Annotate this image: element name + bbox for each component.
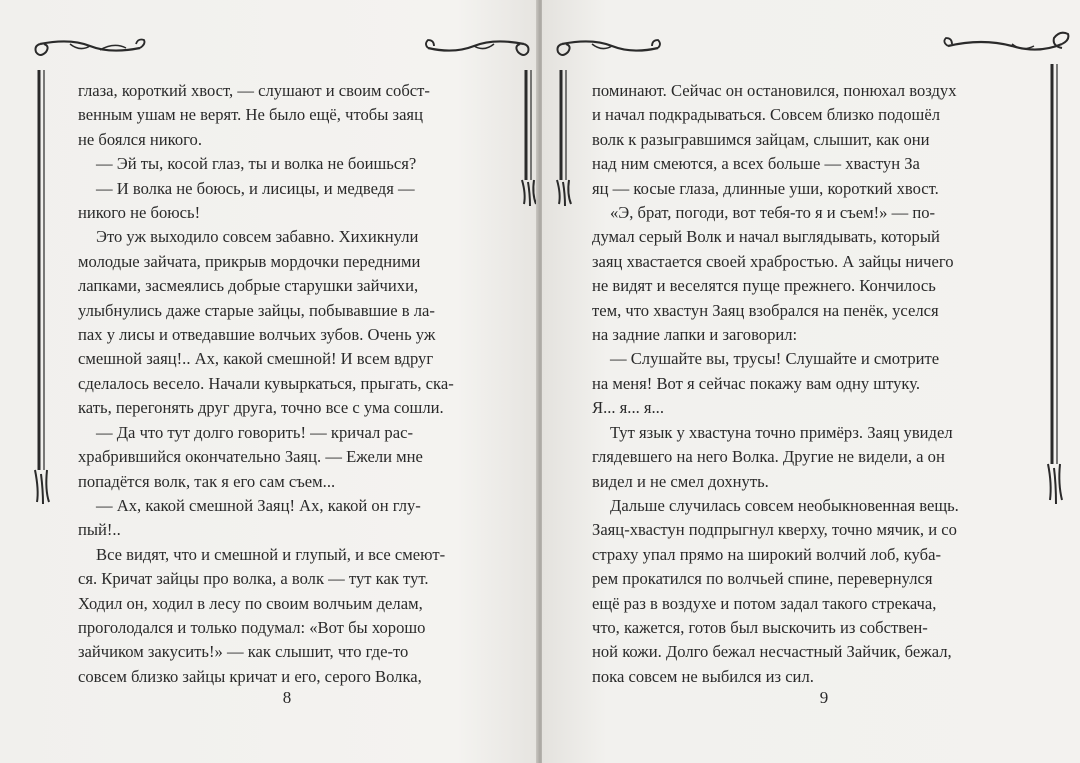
page-number-right: 9 (819, 688, 829, 707)
text-line: — Ах, какой смешной Заяц! Ах, какой он глу- (96, 495, 421, 515)
corner-ornament-top-right (424, 36, 534, 76)
left-page-text (78, 79, 500, 689)
border-line-left-vertical (555, 70, 575, 210)
text-line: поминают. Сейчас он остановился, понюхал воздух (592, 81, 957, 100)
text-line: не боялся никого. (78, 129, 202, 149)
text-line: молодые зайчата, прикрыв мордочки передними (78, 251, 421, 271)
text-line: над ним смеются, а всех больше — хвастун За (592, 154, 920, 174)
text-line: Тут язык у хвастуна точно примёрз. Заяц увидел (610, 422, 953, 442)
text-line: проголодался и только подумал: «Вот бы хорошо (78, 617, 426, 637)
text-line: никого не боюсь! (78, 203, 201, 223)
border-line-left-vertical (33, 70, 53, 510)
text-line: что, кажется, готов был выскочить из собствен- (592, 617, 928, 637)
text-line: пый!.. (78, 520, 121, 540)
text-line: и начал подкрадываться. Совсем близко подошёл (592, 105, 940, 125)
text-line: — Да что тут долго говорить! — кричал рас- (96, 422, 413, 442)
text-line: Заяц-хвастун подпрыгнул кверху, точно мячик, и со (592, 520, 957, 540)
text-line: — Эй ты, косой глаз, ты и волка не боишься? (96, 154, 417, 174)
text-line: тем, что хвастун Заяц взобрался на пенёк, уселся (592, 300, 939, 320)
text-line: зайчиком закусить!» — как слышит, что где-то (78, 642, 409, 662)
text-line: страху упал прямо на широкий волчий лоб, куба- (592, 544, 941, 564)
text-line: совсем близко зайцы кричат и его, серого Волка, (78, 666, 422, 686)
text-line: думал серый Волк и начал выглядывать, который (592, 227, 940, 247)
text-line: — Слушайте вы, трусы! Слушайте и смотрите (610, 349, 940, 369)
text-line: Все видят, что и смешной и глупый, и все смеют- (96, 544, 446, 564)
text-line: заяц хвастается своей храбростью. А зайцы ничего (592, 251, 954, 271)
text-line: не видят и веселятся пуще прежнего. Кончилось (592, 276, 936, 296)
text-line: глаза, короткий хвост, — слушают и своим собст- (78, 81, 430, 100)
text-line: ной кожи. Долго бежал несчастный Зайчик, бежал, (592, 642, 952, 662)
text-line: на задние лапки и заговорил: (592, 325, 798, 345)
text-line: попадётся волк, так я его сам съем... (78, 471, 336, 491)
text-line: венным ушам не верят. Не было ещё, чтобы заяц (78, 105, 423, 125)
text-line: ещё раз в воздухе и потом задал такого стрекача, (592, 593, 937, 613)
text-line: пока совсем не выбился из сил. (592, 666, 814, 686)
text-line: — И волка не боюсь, и лисицы, и медведя — (96, 178, 415, 198)
text-line: Это уж выходило совсем забавно. Хихикнули (96, 227, 419, 247)
right-page-text (592, 79, 1022, 689)
text-line: лапками, засмеялись добрые старушки зайчихи, (78, 276, 419, 296)
text-line: видел и не смел дохнуть. (592, 471, 769, 491)
text-line: глядевшего на него Волка. Другие не видели, а он (592, 447, 945, 467)
text-line: «Э, брат, погоди, вот тебя-то я и съем!» — по- (610, 203, 936, 223)
text-line: рем прокатился по волчьей спине, перевернулся (592, 569, 933, 589)
text-line: пах у лисы и отведавшие волчьих зубов. Очень уж (78, 325, 436, 345)
text-line: Ходил он, ходил в лесу по своим волчьим делам, (78, 593, 423, 613)
text-line: на меня! Вот я сейчас покажу вам одну штуку. (592, 373, 921, 393)
page-number-left: 8 (282, 688, 292, 707)
text-line: Я... я... я... (592, 398, 664, 418)
left-page (0, 0, 538, 763)
text-line: ся. Кричат зайцы про волка, а волк — тут как тут. (78, 569, 429, 589)
text-line: улыбнулись даже старые зайцы, побывавшие в ла- (78, 300, 435, 320)
text-line: волк к разыгравшимся зайцам, слышит, как они (592, 129, 930, 149)
right-page (542, 0, 1080, 763)
text-line: яц — косые глаза, длинные уши, короткий хвост. (592, 178, 939, 198)
text-line: Дальше случилась совсем необыкновенная вещь. (610, 495, 959, 515)
text-line: сделалось весело. Начали кувыркаться, прыгать, ска- (78, 373, 454, 393)
text-line: храбрившийся окончательно Заяц. — Ежели мне (78, 447, 423, 467)
text-line: кать, перегонять друг друга, точно все с ума сошли. (78, 398, 444, 418)
text-line: смешной заяц!.. Ах, какой смешной! И всем вдруг (78, 349, 434, 369)
border-line-right-vertical (1046, 64, 1066, 510)
